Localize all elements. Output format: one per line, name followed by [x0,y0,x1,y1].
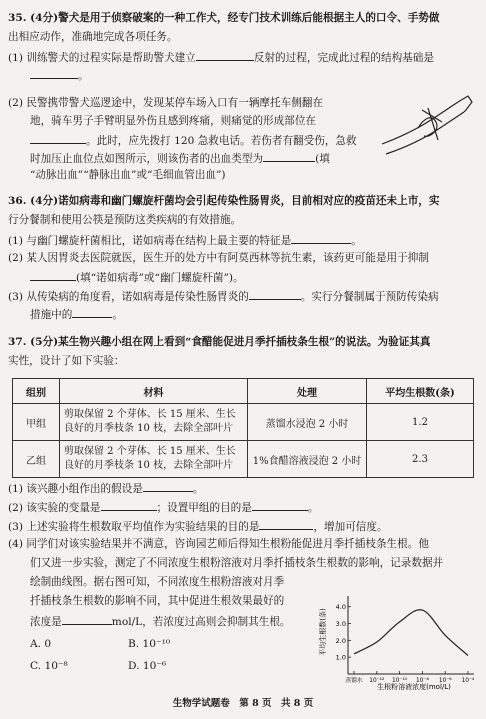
q37-sub4-line5 [30,614,291,629]
experiment-table [12,378,474,478]
q37-sub4-line3: 绘制曲线图。据右图可知，不同浓度生根粉溶液对月季 [30,576,285,588]
chart-axes [348,596,474,674]
arm-tourniquet-illustration [378,88,476,162]
q37-sub4-line1: (4) 同学们对该实验结果并不满意，咨询园艺师后得知生根粉能促进月季扦插枝条生根。他 [8,538,429,550]
y-tick-label: 3.0 [335,620,346,629]
q37-sub2-text-b: ；设置甲组的目的是 [156,502,252,514]
y-tick-label: 2.0 [335,636,346,645]
q36-sub2-line1: (2) 某人因胃炎去医院就医，医生开的处方中有阿莫西林等抗生素，该药更可能是用于抑制 [8,252,429,264]
table-cell-material: 剪取保留 2 个芽体、长 15 厘米、生长良好的月季枝条 10 枝，去除全部叶片 [60,404,248,441]
q37-sub4-line5-text: 浓度是 [30,616,62,628]
table-cell-average: 2.3 [367,441,474,478]
q35-sub1-end-text: 。 [78,70,89,82]
q36-line1: 36. (4分)诺如病毒和幽门螺旋杆菌均会引起传染性肠胃炎，目前相对应的疫苗还未上市，实 [8,195,440,207]
q36-sub3-line2 [30,307,123,322]
answer-blank[interactable] [291,233,351,244]
table-cell-treatment: 1%食醋溶液浸泡 2 小时 [248,441,367,478]
q37-sub2 [8,500,318,515]
chart-ylabel: 平均生根数(条) [319,608,327,656]
table-cell-group: 乙组 [13,441,60,478]
q36-sub3-line1 [8,289,439,304]
table-header: 组别 [13,379,60,404]
q37-sub2-text: (2) 该实验的变量是 [8,502,101,514]
table-cell-average: 1.2 [367,404,474,441]
q37-sub3 [8,519,388,534]
table-header-row [13,379,474,404]
q35-sub2-line5: “动脉出血”“静脉出血”或“毛细血管出血”) [30,169,226,181]
q36-sub3-line2-text: 措施中的 [30,309,73,321]
y-tick-label: 4.0 [335,603,346,612]
q37-sub4-line2: 们又进一步实验，测定了不同浓度生根粉溶液对月季扦插枝条生根数的影响，记录数据并 [30,557,444,569]
answer-blank[interactable] [30,270,76,281]
q37-sub4-line4: 扦插枝条生根数的影响不同，其中促进生根效果最好的 [30,595,285,607]
q35-line2: 出相应动作，准确地完成各项任务。 [8,31,178,43]
q36-sub3-text-b: 。实行分餐制属于预防传染病 [300,291,439,303]
answer-blank[interactable] [249,289,301,300]
option-d[interactable]: D. 10⁻⁶ [128,660,167,672]
rooting-chart [318,588,482,692]
x-tick-label: 蒸馏水 [345,678,363,684]
table-cell-group: 甲组 [13,404,60,441]
q37-sub3-text: (3) 上述实验将生根数取平均值作为实验结果的目的是 [8,521,260,533]
q35-sub2-line2: 地，骑车男子手臂明显外伤且感到疼痛，则痛觉的形成部位在 [30,115,317,127]
q36-line2: 行分餐制和使用公筷是预防这类疾病的有效措施。 [8,214,242,226]
q35-sub1-text: (1) 训练警犬的过程实际是帮助警犬建立 [8,52,196,64]
option-c[interactable]: C. 10⁻⁸ [30,660,68,672]
answer-blank[interactable] [252,500,308,511]
q36-sub2-line2 [30,270,244,285]
answer-blank[interactable] [196,50,254,61]
x-tick-label: 10⁻¹⁰ [392,678,408,684]
option-a[interactable]: A. 0 [30,638,52,650]
q37-sub2-end: 。 [307,502,319,514]
answer-blank[interactable] [259,519,313,530]
hand-outline [458,96,472,112]
q36-sub1-end: 。 [351,235,362,247]
q35-sub2-line3 [30,133,357,148]
q37-line2: 实性，设计了如下实验： [8,355,125,367]
y-tick-label: 1.0 [335,653,346,662]
q35-sub1-text-b: 反射的过程，完成此过程的结构基础是 [253,52,434,64]
table-header: 材料 [60,379,248,404]
table-header: 处理 [248,379,367,404]
q37-sub4-line5-end: mol/L，若浓度过高则会抑制其生根。 [111,616,291,628]
x-tick-label: 10⁻⁴ [461,678,475,684]
x-tick-label: 10⁻⁸ [416,678,429,684]
q35-sub2-line1: (2) 民警携带警犬巡逻途中，发现某停车场入口有一辆摩托车侧翻在 [8,97,323,109]
q37-sub1-end: 。 [192,483,204,495]
answer-blank[interactable] [263,151,315,162]
page-footer: 生物学试题卷 第 8 页 共 8 页 [172,698,314,709]
answer-blank[interactable] [143,481,193,492]
q37-line1: 37. (5分)某生物兴趣小组在网上看到“食醋能促进月季扦插枝条生根”的说法。为验证其真 [8,336,431,348]
q36-sub3-text: (3) 从传染病的角度看，诺如病毒是传染性肠胃炎的 [8,291,249,303]
q35-sub1 [8,50,434,65]
q36-sub3-line2-end: 。 [112,309,123,321]
q36-sub1-text: (1) 与幽门螺旋杆菌相比，诺如病毒在结构上最主要的特征是 [8,235,292,247]
series-line [354,610,468,656]
table-row [13,404,474,441]
table-cell-treatment: 蒸馏水浸泡 2 小时 [248,404,367,441]
q35-sub2-line4-end: (填 [315,153,330,165]
q35-sub1-end [30,68,89,83]
q35-sub2-line4-text: 时加压止血位点如图所示，则该伤者的出血类型为 [30,153,264,165]
q37-sub1 [8,481,204,496]
answer-blank[interactable] [30,68,78,79]
q35-line1: 35. (4分)警犬是用于侦察破案的一种工作犬，经专门技术训练后能根据主人的口令、手势做 [8,12,440,24]
answer-blank[interactable] [101,500,157,511]
answer-blank[interactable] [30,133,86,144]
answer-blank[interactable] [62,614,112,625]
table-cell-material: 剪取保留 2 个芽体、长 15 厘米、生长良好的月季枝条 10 枝，去除全部叶片 [60,441,248,478]
q36-sub1 [8,233,362,248]
q36-sub2-line2-text: (填“诺如病毒”或“幽门螺旋杆菌”)。 [76,272,244,284]
q35-sub2-line4 [30,151,330,166]
q37-sub3-end: ，增加可信度。 [313,521,388,533]
x-tick-label: 10⁻¹² [369,678,385,684]
option-b[interactable]: B. 10⁻¹⁰ [128,638,171,650]
x-tick-label: 10⁻⁶ [438,678,452,684]
table-row [13,441,474,478]
q37-sub1-text: (1) 该兴趣小组作出的假设是 [8,483,143,495]
arm-outline [386,112,464,154]
q35-sub2-line3-text: 。此时，应先拨打 120 急救电话。若伤者有翻受伤，急救 [86,135,357,147]
answer-blank[interactable] [72,307,112,318]
chart-xlabel: 生根粉溶液浓度(mol/L) [377,683,451,691]
table-header: 平均生根数(条) [367,379,474,404]
